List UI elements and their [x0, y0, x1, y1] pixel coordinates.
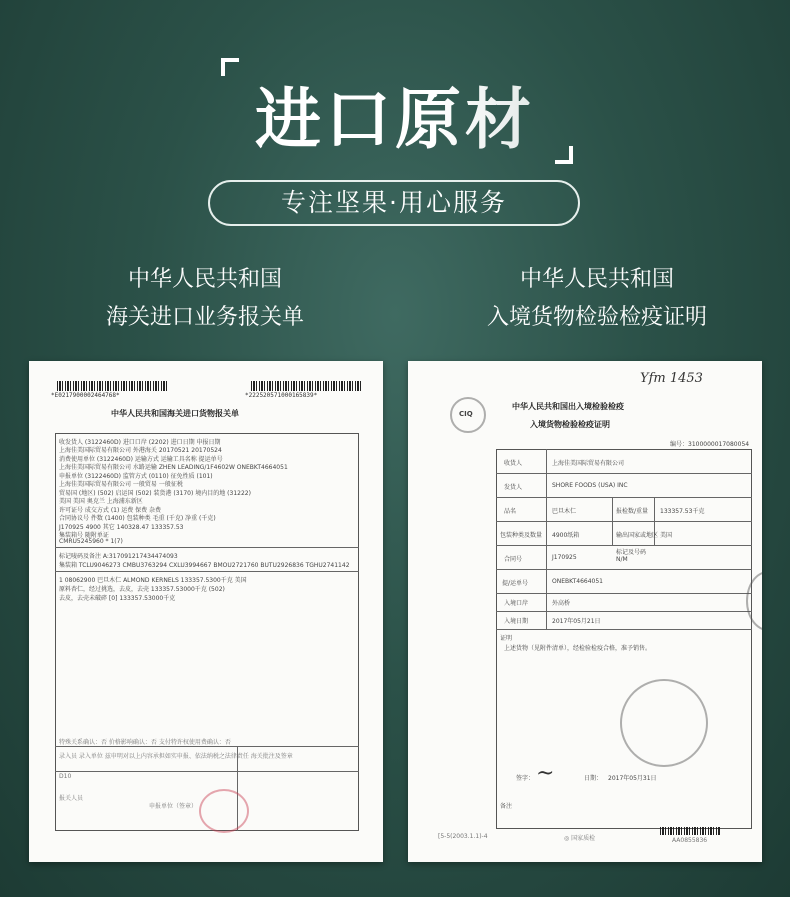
field-row: 贸易国 (地区) (502) 启运国 (502) 装货港 (3170) 境内目的地 (31222) [59, 490, 251, 497]
item-row: 1 08062900 巴旦木仁 ALMOND KERNELS 133357.5300千克 美国 [59, 577, 247, 584]
barcode-number-right: *222520571000165839* [245, 392, 318, 399]
signature-mark: ~ [536, 761, 555, 786]
date-label: 日期： [584, 775, 603, 782]
row-value: 4900纸箱 [552, 532, 580, 539]
page-title: 进口原材 [0, 66, 790, 161]
certificate-barcode [660, 827, 720, 835]
remarks-label: 备注 [500, 803, 513, 810]
row-label: 报检数/重量 [616, 508, 649, 515]
certificate-title-line2: 入境货物检验检疫证明 [530, 420, 610, 429]
field-row: 集装箱号 随附单证 [59, 532, 109, 539]
remarks-row: 集装箱 TCLU9046273 CMBU3763294 CXLU3994667 BMOU2721760 BUTU2926836 TGHU2741142 [59, 562, 350, 569]
caption-left-line1: 中华人民共和国 [127, 267, 282, 292]
row-label: 标记及号码 [616, 549, 647, 556]
proof-text: 上述货物（见附件清单），经检验检疫合格，准予销售。 [504, 645, 652, 652]
subtitle-pill: 专注坚果·用心服务 [208, 180, 580, 226]
certificate-number: 编号：3100000017080054 [670, 441, 750, 448]
field-row: 消费使用单位 (3122460D) 运输方式 运输工具名称 提运单号 [59, 456, 223, 463]
row-value: ONEBKT4664051 [552, 578, 603, 585]
row-value: 外高桥 [552, 600, 571, 607]
row-label: 合同号 [504, 556, 523, 563]
handwritten-note: Yfm 1453 [640, 371, 703, 386]
caption-inspection-certificate [432, 261, 762, 337]
customs-doc-title: 中华人民共和国海关进口货物报关单 [111, 409, 239, 418]
field-row: 美国 美国 奥克兰 上海浦东新区 [59, 498, 143, 505]
date-text: 2017年05月31日 [608, 775, 657, 782]
row-label: 提/运单号 [502, 580, 529, 587]
ciq-logo-text: CIQ [459, 410, 473, 418]
caption-left-line2: 海关进口业务报关单 [105, 305, 304, 330]
official-seal-stamp [620, 679, 708, 767]
row-value: SHORE FOODS (USA) INC [552, 482, 628, 489]
barcode-number-left: *E0217900002464768* [51, 392, 120, 399]
row-label: 发货人 [504, 484, 523, 491]
row-label: 收货人 [504, 460, 523, 467]
row-label: 入境日期 [504, 618, 529, 625]
row-value: 美国 [660, 532, 673, 539]
title-bracket-bottom-right [555, 146, 573, 164]
barcode-left [57, 381, 167, 391]
field-row: 申报单位 (3122460D) 监管方式 (0110) 征免性质 (101) [59, 473, 213, 480]
footer-form-code: [5-5(2003.1.1)-4 [438, 833, 488, 840]
signature-label: 签字： [516, 775, 535, 782]
customs-declaration-document [29, 361, 383, 862]
footer-row: D10 [59, 773, 72, 780]
footer-row: 录入员 录入单位 兹申明对以上内容承担如实申报、依法纳税之法律责任 海关批注及签章 [59, 753, 293, 760]
remarks-row: 标记唛码及备注 A:317091217434474093 [59, 553, 178, 560]
row-label: 输出国家或地区 [616, 532, 659, 539]
field-row: 上海佳美国际贸易有限公司 外港海关 20170521 20170524 [59, 447, 222, 454]
field-row: J170925 4900 其它 140328.47 133357.53 [59, 524, 184, 531]
footer-issuer: ◎ 国家质检 [564, 835, 596, 842]
field-row: 上海佳美国际贸易有限公司 一般贸易 一般征税 [59, 481, 183, 488]
row-value: 2017年05月21日 [552, 618, 601, 625]
footer-serial: AA0855836 [672, 837, 708, 844]
row-label: 包装种类及数量 [500, 532, 543, 539]
item-row: 去皮，去壳未破碎 [0] 133357.53000千克 [59, 595, 176, 602]
row-value: J170925 [552, 554, 577, 561]
row-label: 入境口岸 [504, 600, 529, 607]
footer-row: 申报单位（签章） [149, 803, 198, 810]
footer-row: 特殊关系确认：否 价格影响确认：否 支付特许权使用费确认：否 [59, 739, 231, 746]
inspection-certificate-document [408, 361, 762, 862]
barcode-right [251, 381, 361, 391]
field-row: 收发货人 (3122460D) 进口口岸 (2202) 进口日期 申报日期 [59, 439, 221, 446]
footer-row: 报关人员 [59, 795, 84, 802]
field-row: 许可证号 成交方式 (1) 运费 保费 杂费 [59, 507, 162, 514]
field-row: CMRU5245960 * 1(7) [59, 538, 123, 545]
row-value: 巴旦木仁 [552, 508, 577, 515]
row-value: N/M [616, 556, 628, 563]
ciq-logo [450, 397, 486, 433]
certificate-title-line1: 中华人民共和国出入境检验检疫 [512, 402, 624, 411]
row-value: 上海佳美国际贸易有限公司 [552, 460, 625, 467]
proof-label: 证明 [500, 635, 513, 642]
row-label: 品名 [504, 508, 517, 515]
red-seal-stamp [199, 789, 249, 833]
field-row: 上海佳美国际贸易有限公司 水路运输 ZHEN LEADING/1F4602W ONEBKT4664051 [59, 464, 288, 471]
caption-customs-declaration [60, 261, 350, 337]
field-row: 合同协议号 件数 (1400) 包装种类 毛重 (千克) 净重 (千克) [59, 515, 216, 522]
caption-right-line1: 中华人民共和国 [519, 267, 674, 292]
row-value: 133357.53千克 [660, 508, 705, 515]
caption-right-line2: 入境货物检验检疫证明 [486, 305, 707, 330]
item-row: 原料杏仁，经过挑选，去皮，去壳 133357.53000千克 (502) [59, 586, 225, 593]
